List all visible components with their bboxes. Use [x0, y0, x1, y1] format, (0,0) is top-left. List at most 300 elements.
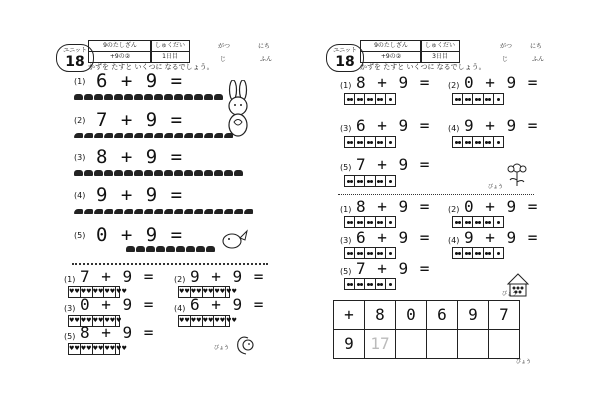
dot-icon — [488, 221, 491, 224]
heart-icon: ♥ — [97, 317, 104, 324]
shoe-icon — [164, 209, 173, 214]
heart-icon: ♥ — [92, 288, 98, 295]
dot-icon — [350, 180, 353, 183]
frame-cell — [376, 248, 386, 258]
ten-frame — [68, 343, 127, 355]
frame-cell — [191, 316, 203, 326]
heart-icon: ♥ — [116, 317, 122, 324]
problem-number: (5) — [74, 231, 86, 240]
shoe-icon — [164, 133, 173, 138]
heart-icon: ♥ — [104, 317, 110, 324]
problem-equation: 6 + 9 = — [190, 295, 265, 314]
dot-icon — [497, 98, 500, 101]
car-icon — [164, 94, 173, 100]
frame-cell — [386, 137, 395, 147]
car-icon — [74, 94, 83, 100]
answer-cell[interactable] — [426, 329, 458, 359]
problem-number: (5) — [340, 163, 352, 172]
heart-icon: ♥ — [74, 345, 80, 352]
car-icon — [84, 170, 93, 176]
car-icon — [74, 170, 83, 176]
frame-cell — [484, 94, 494, 104]
dot-icon — [360, 141, 363, 144]
minute-label: ふん — [260, 56, 273, 63]
car-icon — [174, 170, 183, 176]
problem-equation: 7 + 9 = — [80, 267, 155, 286]
problem-equation: 7 + 9 = — [356, 259, 431, 278]
heart-icon: ♥ — [109, 345, 116, 352]
dot-icon — [350, 283, 353, 286]
heart-icon: ♥ — [69, 288, 75, 295]
car-icon — [224, 170, 233, 176]
heart-icon: ♥ — [80, 288, 87, 295]
frame-cell — [484, 137, 494, 147]
frame-cell — [453, 248, 463, 258]
dot-icon — [370, 283, 373, 286]
frame-cell — [69, 316, 81, 326]
car-icon — [94, 94, 103, 100]
shoe-icon — [94, 133, 103, 138]
heart-icon: ♥ — [121, 345, 127, 352]
shoe-icon — [84, 133, 93, 138]
problem-number: (1) — [74, 77, 86, 86]
shoe-icon — [184, 133, 193, 138]
frame-cell — [365, 248, 375, 258]
day-label: にち — [530, 43, 543, 50]
frame-cell — [179, 287, 191, 297]
problem-number: (4) — [174, 304, 186, 313]
car-icon — [194, 94, 203, 100]
problem-equation: 6 + 9 = — [96, 70, 184, 92]
frame-cell — [345, 137, 355, 147]
frame-cell — [376, 94, 386, 104]
dot-icon — [389, 283, 392, 286]
frame-cell — [345, 94, 355, 104]
dot-icon — [468, 98, 471, 101]
problem-equation: 0 + 9 = — [96, 224, 184, 246]
dot-icon — [380, 283, 383, 286]
car-icon — [154, 170, 163, 176]
heart-icon: ♥ — [80, 317, 87, 324]
homework-label: しゅくだい — [421, 41, 459, 52]
unit-number: 18 — [335, 54, 355, 70]
frame-cell — [365, 217, 375, 227]
heart-icon: ♥ — [97, 345, 104, 352]
month-label: がつ — [218, 43, 231, 50]
heart-icon: ♥ — [190, 288, 197, 295]
frame-cell — [386, 94, 395, 104]
seconds-label: びょう — [488, 184, 504, 190]
grid-row-top — [334, 301, 520, 330]
ten-frame — [344, 278, 396, 290]
answer-cell[interactable] — [488, 329, 520, 359]
unit-number: 18 — [65, 54, 85, 70]
problem-number: (2) — [448, 81, 460, 90]
car-icon — [164, 170, 173, 176]
shoe-icon — [214, 209, 223, 214]
ten-frame — [344, 247, 396, 259]
frame-cell — [203, 316, 215, 326]
car-icon — [234, 170, 243, 176]
heart-icon: ♥ — [74, 288, 80, 295]
minute-label: ふん — [532, 56, 545, 63]
frame-cell — [69, 287, 81, 297]
frame-cell — [494, 137, 503, 147]
car-icon — [104, 94, 113, 100]
unit-badge — [326, 44, 364, 72]
shoe-icon — [134, 209, 143, 214]
problem-equation: 8 + 9 = — [80, 323, 155, 342]
problem-equation: 7 + 9 = — [356, 155, 431, 174]
car-icon — [114, 170, 123, 176]
shoe-icon — [184, 209, 193, 214]
problem-number: (4) — [448, 236, 460, 245]
dot-icon — [360, 283, 363, 286]
frame-cell — [386, 176, 395, 186]
dot-icon — [380, 141, 383, 144]
seconds-label: びょう — [502, 291, 518, 297]
dot-icon — [468, 252, 471, 255]
frame-cell — [463, 137, 473, 147]
dot-icon — [488, 98, 491, 101]
frame-cell — [365, 137, 375, 147]
shoe-icon — [84, 209, 93, 214]
counter-cars — [74, 94, 223, 100]
problem-number: (2) — [174, 275, 186, 284]
dot-icon — [380, 221, 383, 224]
dot-icon — [458, 98, 461, 101]
heart-icon: ♥ — [184, 288, 190, 295]
frame-cell — [93, 344, 105, 354]
car-icon — [156, 246, 165, 252]
grid-cell: 0 — [395, 300, 427, 330]
squirrel-illustration — [232, 332, 256, 356]
frame-cell — [473, 217, 483, 227]
homework-day: 3日目 — [432, 53, 448, 60]
shoe-icon — [194, 209, 203, 214]
shoe-icon — [234, 209, 243, 214]
frame-cell — [484, 248, 494, 258]
dot-icon — [380, 98, 383, 101]
frame-cell — [386, 248, 395, 258]
heart-icon: ♥ — [196, 288, 202, 295]
frame-cell — [473, 94, 483, 104]
dot-icon — [380, 252, 383, 255]
problem-number: (3) — [340, 236, 352, 245]
car-icon — [144, 94, 153, 100]
heart-icon: ♥ — [207, 288, 214, 295]
dot-icon — [468, 141, 471, 144]
heart-icon: ♥ — [97, 288, 104, 295]
counter-shoes — [74, 132, 233, 138]
ten-frame — [344, 175, 396, 187]
problem-number: (3) — [64, 304, 76, 313]
heart-icon: ♥ — [202, 288, 208, 295]
homework-day: 1日目 — [162, 53, 178, 60]
frame-cell — [376, 176, 386, 186]
dot-icon — [478, 98, 481, 101]
car-icon — [104, 170, 113, 176]
dot-icon — [478, 141, 481, 144]
frame-cell — [386, 279, 395, 289]
frame-cell — [345, 176, 355, 186]
frame-cell — [69, 344, 81, 354]
heart-icon: ♥ — [179, 288, 185, 295]
shoe-icon — [94, 209, 103, 214]
dot-icon — [478, 252, 481, 255]
problem-number: (2) — [448, 205, 460, 214]
car-icon — [204, 170, 213, 176]
problem-number: (4) — [74, 191, 86, 200]
counter-cars — [74, 170, 243, 176]
frame-cell — [473, 248, 483, 258]
car-icon — [134, 94, 143, 100]
car-icon — [194, 170, 203, 176]
shoe-icon — [124, 209, 133, 214]
dot-icon — [488, 252, 491, 255]
car-icon — [196, 246, 205, 252]
problem-equation: 6 + 9 = — [356, 116, 431, 135]
frame-cell — [365, 94, 375, 104]
frame-cell — [345, 248, 355, 258]
shoe-icon — [244, 209, 253, 214]
frame-cell — [453, 137, 463, 147]
heart-icon: ♥ — [214, 288, 220, 295]
topic-title: 9のたしざん — [89, 41, 151, 52]
heart-icon: ♥ — [80, 345, 87, 352]
heart-icon: ♥ — [179, 317, 185, 324]
heart-icon: ♥ — [104, 345, 110, 352]
grid-cell: 9 — [457, 300, 489, 330]
shoe-icon — [74, 133, 83, 138]
car-icon — [144, 170, 153, 176]
heart-icon: ♥ — [207, 317, 214, 324]
heart-icon: ♥ — [116, 288, 122, 295]
day-label: にち — [258, 43, 271, 50]
car-icon — [134, 170, 143, 176]
car-icon — [174, 94, 183, 100]
dot-icon — [468, 221, 471, 224]
heart-icon: ♥ — [92, 317, 98, 324]
dot-icon — [370, 180, 373, 183]
problem-equation: 9 + 9 = — [96, 184, 184, 206]
frame-cell — [104, 344, 116, 354]
flower-illustration — [506, 160, 528, 188]
frame-cell — [365, 176, 375, 186]
shoe-icon — [154, 133, 163, 138]
dot-icon — [370, 252, 373, 255]
shoe-icon — [144, 133, 153, 138]
dot-icon — [389, 221, 392, 224]
problem-equation: 9 + 9 = — [190, 267, 265, 286]
car-icon — [94, 170, 103, 176]
topic-title: 9のたしざん — [361, 41, 421, 52]
car-icon — [124, 170, 133, 176]
heart-icon: ♥ — [231, 288, 237, 295]
answer-cell[interactable] — [457, 329, 489, 359]
car-icon — [184, 94, 193, 100]
grid-cell: 6 — [426, 300, 458, 330]
problem-number: (3) — [74, 153, 86, 162]
dot-icon — [370, 221, 373, 224]
frame-cell — [376, 279, 386, 289]
hour-label: じ — [220, 56, 227, 63]
topic-subtitle: +9の② — [109, 53, 131, 60]
heart-icon: ♥ — [74, 317, 80, 324]
hour-label: じ — [502, 56, 509, 63]
frame-cell — [345, 279, 355, 289]
frame-cell — [376, 137, 386, 147]
frame-cell — [453, 94, 463, 104]
instruction-text: かずを たすと いくつに なるでしょう。 — [88, 63, 214, 71]
heart-icon: ♥ — [219, 317, 226, 324]
shoe-icon — [124, 133, 133, 138]
heart-icon: ♥ — [104, 288, 110, 295]
problem-number: (5) — [340, 267, 352, 276]
dot-icon — [488, 141, 491, 144]
shoe-icon — [104, 133, 113, 138]
frame-cell — [81, 344, 93, 354]
shoe-icon — [174, 209, 183, 214]
problem-equation: 8 + 9 = — [356, 197, 431, 216]
problem-number: (2) — [74, 116, 86, 125]
heart-icon: ♥ — [231, 317, 237, 324]
ten-frame — [344, 136, 396, 148]
ten-frame — [452, 93, 504, 105]
heart-icon: ♥ — [109, 317, 116, 324]
dot-icon — [478, 221, 481, 224]
frame-cell — [355, 94, 365, 104]
grid-cell: 7 — [488, 300, 520, 330]
ten-frame — [344, 93, 396, 105]
frame-cell — [355, 279, 365, 289]
frame-cell — [376, 217, 386, 227]
homework-box — [150, 40, 190, 63]
car-icon — [114, 94, 123, 100]
heart-icon: ♥ — [86, 288, 92, 295]
car-icon — [176, 246, 185, 252]
dot-icon — [360, 221, 363, 224]
shoe-icon — [194, 133, 203, 138]
topic-box — [88, 40, 152, 63]
shoe-icon — [114, 133, 123, 138]
frame-cell — [473, 137, 483, 147]
answer-cell[interactable]: 17 — [364, 329, 396, 359]
addition-grid — [334, 301, 520, 359]
shoe-icon — [104, 209, 113, 214]
heart-icon: ♥ — [109, 288, 116, 295]
car-icon — [154, 94, 163, 100]
car-icon — [136, 246, 145, 252]
car-icon — [124, 94, 133, 100]
frame-cell — [386, 217, 395, 227]
frame-cell — [463, 217, 473, 227]
dot-icon — [497, 252, 500, 255]
answer-cell[interactable] — [395, 329, 427, 359]
dot-icon — [360, 252, 363, 255]
section-divider — [72, 263, 268, 265]
shoe-icon — [174, 133, 183, 138]
frame-cell — [226, 316, 237, 326]
heart-icon: ♥ — [202, 317, 208, 324]
counter-shoes — [74, 208, 253, 214]
heart-icon: ♥ — [226, 317, 232, 324]
dot-icon — [389, 98, 392, 101]
problem-number: (1) — [340, 81, 352, 90]
problem-number: (3) — [340, 124, 352, 133]
counter-cars — [126, 246, 215, 252]
problem-equation: 6 + 9 = — [356, 228, 431, 247]
shoe-icon — [114, 209, 123, 214]
frame-cell — [116, 344, 127, 354]
ten-frame — [452, 247, 504, 259]
car-icon — [206, 246, 215, 252]
heart-icon: ♥ — [184, 317, 190, 324]
frame-cell — [494, 94, 503, 104]
dot-icon — [360, 98, 363, 101]
heart-icon: ♥ — [226, 288, 232, 295]
topic-subtitle: +9の② — [380, 53, 402, 60]
problem-equation: 7 + 9 = — [96, 109, 184, 131]
homework-box — [420, 40, 460, 63]
frame-cell — [365, 279, 375, 289]
ten-frame — [452, 216, 504, 228]
problem-equation: 0 + 9 = — [464, 197, 539, 216]
section-divider — [338, 194, 534, 195]
heart-icon: ♥ — [190, 317, 197, 324]
frame-cell — [214, 316, 226, 326]
month-label: がつ — [500, 43, 513, 50]
dot-icon — [389, 252, 392, 255]
problem-number: (4) — [448, 124, 460, 133]
frame-cell — [355, 217, 365, 227]
heart-icon: ♥ — [92, 345, 98, 352]
shoe-icon — [224, 209, 233, 214]
frame-cell — [453, 217, 463, 227]
heart-icon: ♥ — [116, 345, 122, 352]
grid-cell: 9 — [333, 329, 365, 359]
ten-frame — [344, 216, 396, 228]
car-icon — [84, 94, 93, 100]
car-icon — [186, 246, 195, 252]
ten-frame — [178, 315, 237, 327]
dot-icon — [497, 221, 500, 224]
right-worksheet-page — [300, 0, 600, 400]
shoe-icon — [144, 209, 153, 214]
unit-label: ユニット — [63, 47, 87, 54]
frame-cell — [494, 248, 503, 258]
shoe-icon — [74, 209, 83, 214]
frame-cell — [355, 137, 365, 147]
grid-cell: + — [333, 300, 365, 330]
frame-cell — [355, 248, 365, 258]
problem-equation: 8 + 9 = — [356, 73, 431, 92]
problem-equation: 8 + 9 = — [96, 146, 184, 168]
frame-cell — [484, 217, 494, 227]
problem-number: (1) — [64, 275, 76, 284]
car-icon — [204, 94, 213, 100]
dot-icon — [370, 141, 373, 144]
heart-icon: ♥ — [214, 317, 220, 324]
problem-equation: 0 + 9 = — [80, 295, 155, 314]
frame-cell — [345, 217, 355, 227]
dot-icon — [350, 221, 353, 224]
topic-box — [360, 40, 422, 63]
grid-cell: 8 — [364, 300, 396, 330]
seconds-label: びょう — [516, 359, 532, 365]
heart-icon: ♥ — [219, 288, 226, 295]
rabbit-illustration — [218, 80, 258, 138]
